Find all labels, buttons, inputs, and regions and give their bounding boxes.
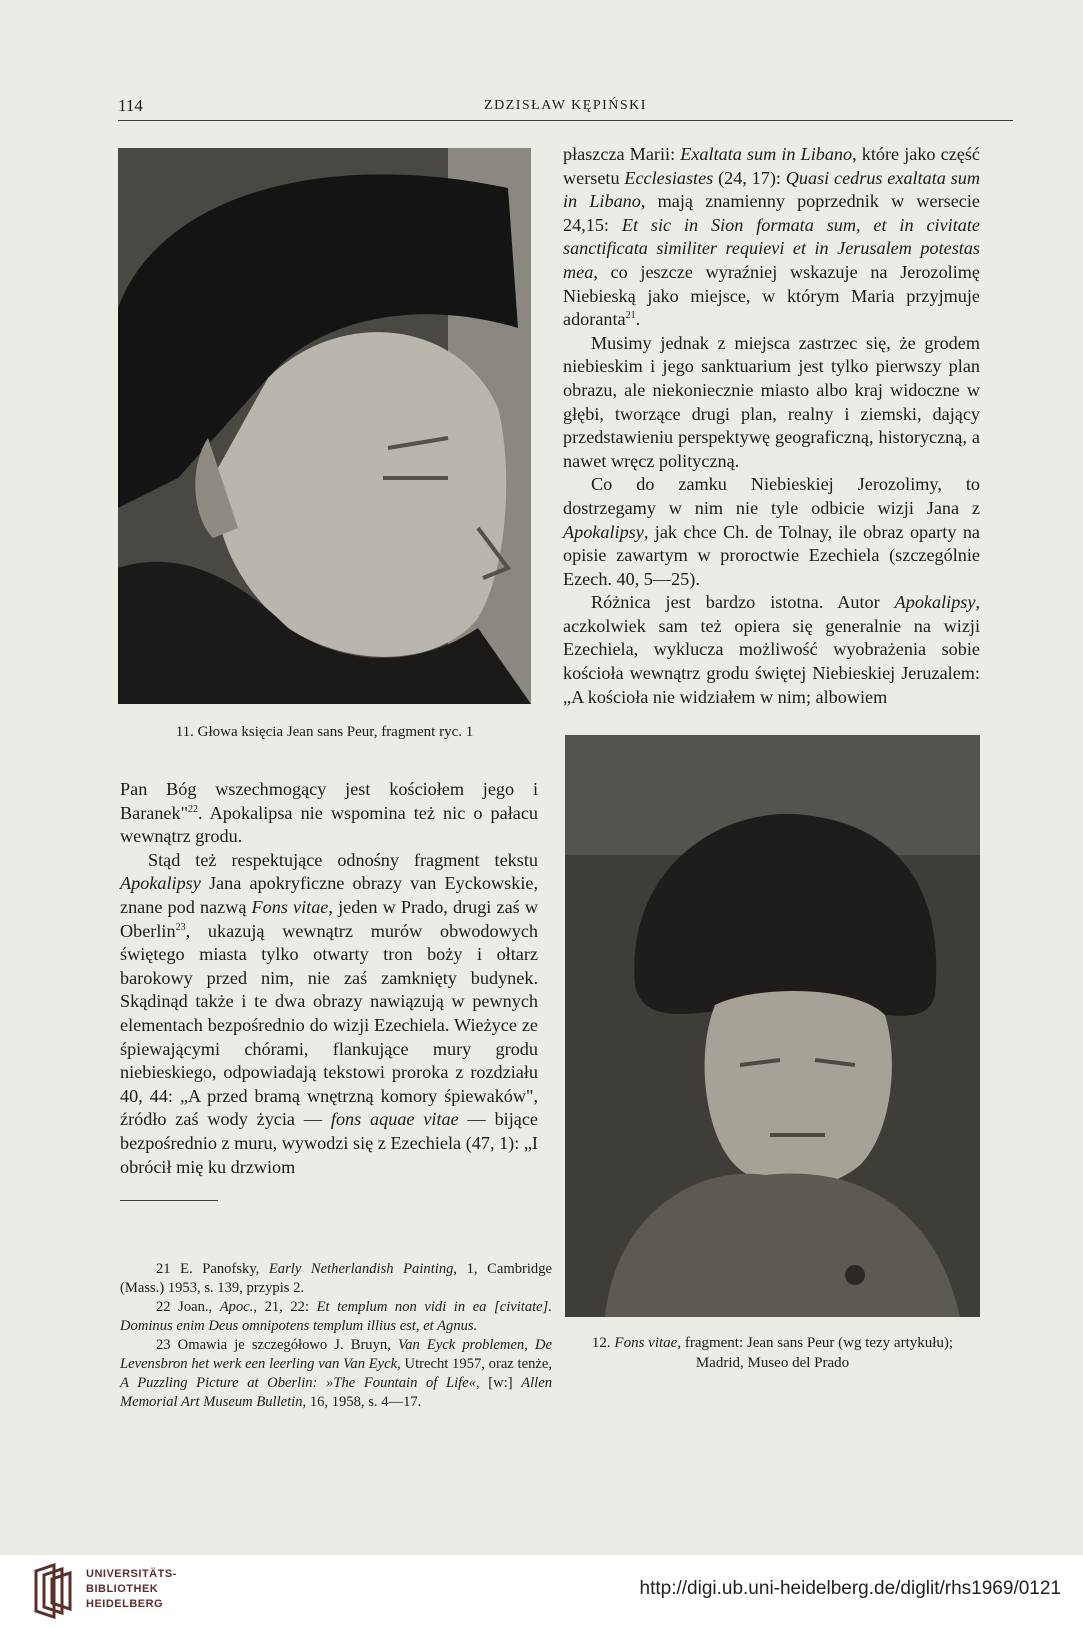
footnote: 23 Omawia je szczegółowo J. Bruyn, Van Eyck problemen, De Levensbron het werk een leerling van Van Eyck, Utrecht 1957, oraz tenże, A Puzzling Picture at Oberlin: »The Fountain of Life«, [w:] Allen Memorial Art Museum Bulletin, 16, 1958, s. 4—17. bbox=[120, 1337, 552, 1410]
portrait-frontal-photo bbox=[565, 735, 980, 1317]
running-header bbox=[118, 96, 1013, 121]
running-author: ZDZISŁAW KĘPIŃSKI bbox=[484, 98, 647, 113]
footnote-ref[interactable]: 22 bbox=[188, 803, 199, 815]
paragraph: Co do zamku Niebieskiej Jerozolimy, to dostrzegamy w nim nie tyle odbicie wizji Jana z Apokalipsy, jak chce Ch. de Tolnay, ile obraz oparty na opisie zawartym w proroctwie Ezechiela (szczególnie Ezech. 40, 5—25). bbox=[563, 474, 980, 589]
footnote: 22 Joan., Apoc., 21, 22: Et templum non vidi in ea [civitate]. Dominus enim Deus omnipotens templum illius est, et Agnus. bbox=[120, 1299, 552, 1334]
footnote-separator bbox=[120, 1200, 218, 1201]
portrait-profile-photo bbox=[118, 148, 531, 704]
page-number: 114 bbox=[118, 96, 143, 115]
permalink-url[interactable]: http://digi.ub.uni-heidelberg.de/diglit/rhs1969/0121 bbox=[639, 1578, 1061, 1599]
footnote: 21 E. Panofsky, Early Netherlandish Painting, 1, Cambridge (Mass.) 1953, s. 139, przypis 2. bbox=[120, 1261, 552, 1296]
footnote-ref[interactable]: 23 bbox=[175, 921, 186, 933]
paragraph: Musimy jednak z miejsca zastrzec się, że grodem niebieskim i jego sanktuarium jest tylko pierwszy plan obrazu, ale niekoniecznie miasto albo kraj widoczne w głębi, tworzące drugi plan, realny i ziemski, dający przedstawieniu perspektywę geograficzną, historyczną, a nawet wręcz polityczną. bbox=[563, 332, 980, 471]
footnotes bbox=[120, 1260, 552, 1412]
paragraph: Pan Bóg wszechmogący jest kościołem jego i Baranek"$^{22}$. Apokalipsa nie wspomina też nic o pałacu wewnątrz grodu. bbox=[120, 779, 538, 847]
library-logo-text[interactable]: UNIVERSITÄTS- BIBLIOTHEK HEIDELBERG bbox=[86, 1568, 177, 1610]
figure-12-caption: 12. Fons vitae, fragment: Jean sans Peur (wg tezy artykułu); Madrid, Museo del Prado bbox=[591, 1335, 954, 1371]
figure-11-photo bbox=[118, 148, 531, 704]
figure-11-caption: 11. Głowa księcia Jean sans Peur, fragment ryc. 1 bbox=[175, 724, 474, 740]
paragraph: Różnica jest bardzo istotna. Autor Apokalipsy, aczkolwiek sam też opiera się generalnie na wizji Ezechiela, wyklucza możliwość wyobrażenia sobie kościoła wewnątrz grodu świętej Niebieskiej Jeruzalem: „A kościoła nie widziałem w nim; albowiem bbox=[563, 592, 980, 707]
paragraph: płaszcza Marii: Exaltata sum in Libano, które jako część wersetu Ecclesiastes (24, 17): Quasi cedrus exaltata sum in Libano, mają znamienny poprzednik w wersecie 24,15: Et sic in Sion formata sum, et in civitate sanctificata similiter requievi et in Jerusalem potestas mea, co jeszcze wyraźniej wskazuje na Jerozolimę Niebieską jako miejsce, w którym Maria przyjmuje adoranta$^{21}$. bbox=[563, 144, 981, 330]
footnote-ref[interactable]: 21 bbox=[625, 310, 636, 322]
left-column-text bbox=[120, 778, 538, 1179]
figure-12-photo bbox=[565, 735, 980, 1317]
library-logo-icon bbox=[32, 1563, 76, 1619]
right-column-text bbox=[563, 143, 980, 709]
paragraph: Stąd też respektujące odnośny fragment tekstu Apokalipsy Jana apokryficzne obrazy van Eyckowskie, znane pod nazwą Fons vitae, jeden w Prado, drugi zaś w Oberlin$^{23}$, ukazują wewnątrz murów obwodowych świętego miasta tylko otwarty tron boży i ołtarz barokowy przed nim, nie zaś zamknięty budynek. Skądinąd także i te dwa obrazy nawiązują w pewnych elementach bezpośrednio do wizji Ezechiela. Wieżyce ze śpiewającymi chórami, flankujące mury grodu niebieskiego, odpowiadają tekstowi proroka z rozdziału 40, 44: „A przed bramą wnętrzną komory śpiewaków", źródło zaś wody życia — fons aquae vitae — bijące bezpośrednio z muru, wywodzi się z Ezechiela (47, 1): „I obrócił mię ku drzwiom bbox=[120, 849, 538, 1177]
